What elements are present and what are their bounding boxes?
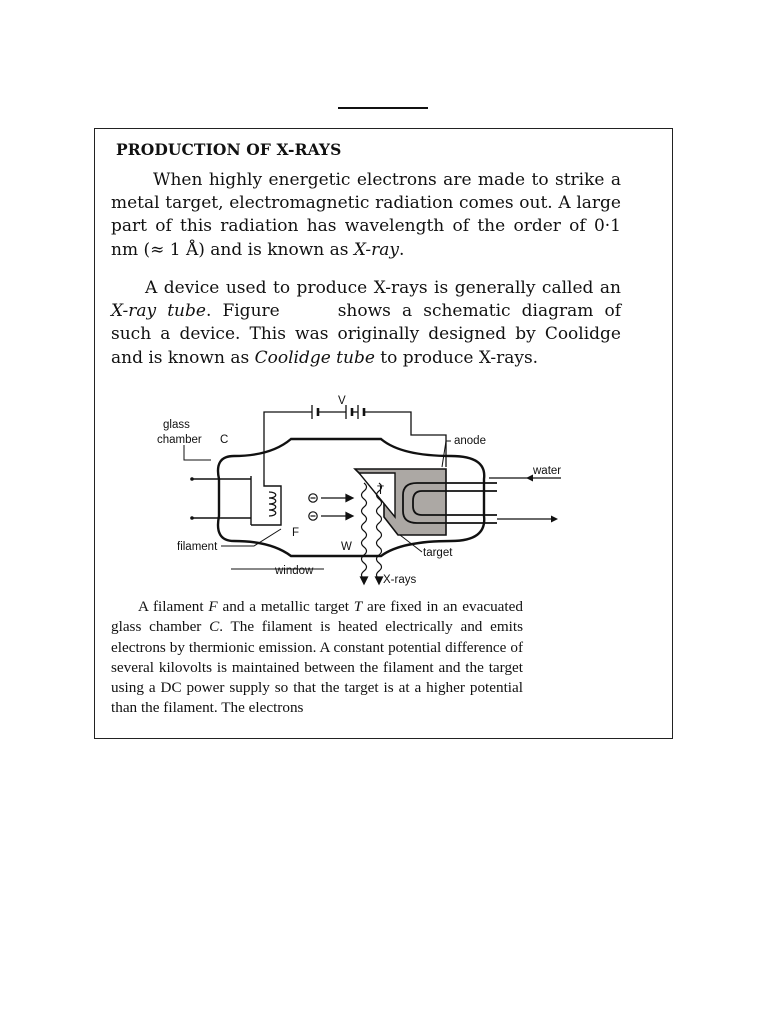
p2-em-xray-tube: X-ray tube bbox=[111, 301, 206, 322]
p3-text-d: . The filament is heated electrically and emits electrons by thermionic emission. A constant potential difference of several kilovolts is maintained between the filament and the target using a DC power supply so that the target is at a higher potential than the filament. The electrons bbox=[111, 618, 524, 717]
label-w: W bbox=[341, 541, 352, 553]
label-water: water bbox=[533, 465, 562, 477]
top-rule bbox=[338, 107, 428, 109]
label-voltage: V bbox=[338, 395, 346, 407]
paragraph-intro bbox=[111, 169, 621, 262]
p3-em-c: C bbox=[209, 618, 220, 636]
label-chamber: chamber bbox=[157, 434, 202, 446]
section-heading: PRODUCTION OF X-RAYS bbox=[116, 140, 342, 159]
p2-text-c: shows a schematic diagram of such a device. This was originally designed by Coolidge and is known as bbox=[111, 301, 621, 368]
p1-text-a: When highly energetic electrons are made to strike a metal target, electromagnetic radiation comes out. A large part of this radiation has wavelength of the order of 0·1 nm (≈ 1 Å) and is known as bbox=[111, 170, 621, 260]
label-t: T bbox=[377, 485, 385, 497]
coolidge-tube-diagram bbox=[151, 391, 581, 591]
p3-em-t: T bbox=[353, 598, 363, 615]
p2-text-d: to produce X-rays. bbox=[374, 347, 539, 368]
filament-housing bbox=[192, 476, 281, 525]
p2-text-a: A device used to produce X-rays is generally called an bbox=[145, 278, 621, 298]
p3-text-a: A filament bbox=[138, 598, 209, 615]
label-window: window bbox=[275, 565, 314, 577]
paragraph-device bbox=[111, 277, 621, 370]
label-c: C bbox=[220, 434, 229, 446]
filament-coil bbox=[269, 492, 276, 516]
label-filament: filament bbox=[177, 541, 218, 553]
label-f: F bbox=[292, 527, 300, 539]
p3-text-c: are fixed in an evacuated glass chamber bbox=[111, 598, 523, 636]
label-anode: anode bbox=[454, 435, 486, 447]
electron-beam bbox=[309, 494, 353, 520]
paragraph-filament bbox=[111, 597, 523, 719]
p1-em-xray: X-ray bbox=[353, 239, 399, 260]
p2-text-b: . Figure bbox=[205, 301, 280, 322]
p1-text-b: . bbox=[398, 239, 405, 260]
label-xrays: X-rays bbox=[383, 574, 417, 586]
page-frame bbox=[94, 128, 673, 739]
p3-text-b: and a metallic target bbox=[217, 598, 354, 615]
p2-em-coolidge-tube: Coolidge tube bbox=[254, 347, 375, 368]
p3-em-f: F bbox=[208, 598, 218, 615]
label-target: target bbox=[423, 547, 453, 559]
label-glass: glass bbox=[163, 419, 190, 431]
